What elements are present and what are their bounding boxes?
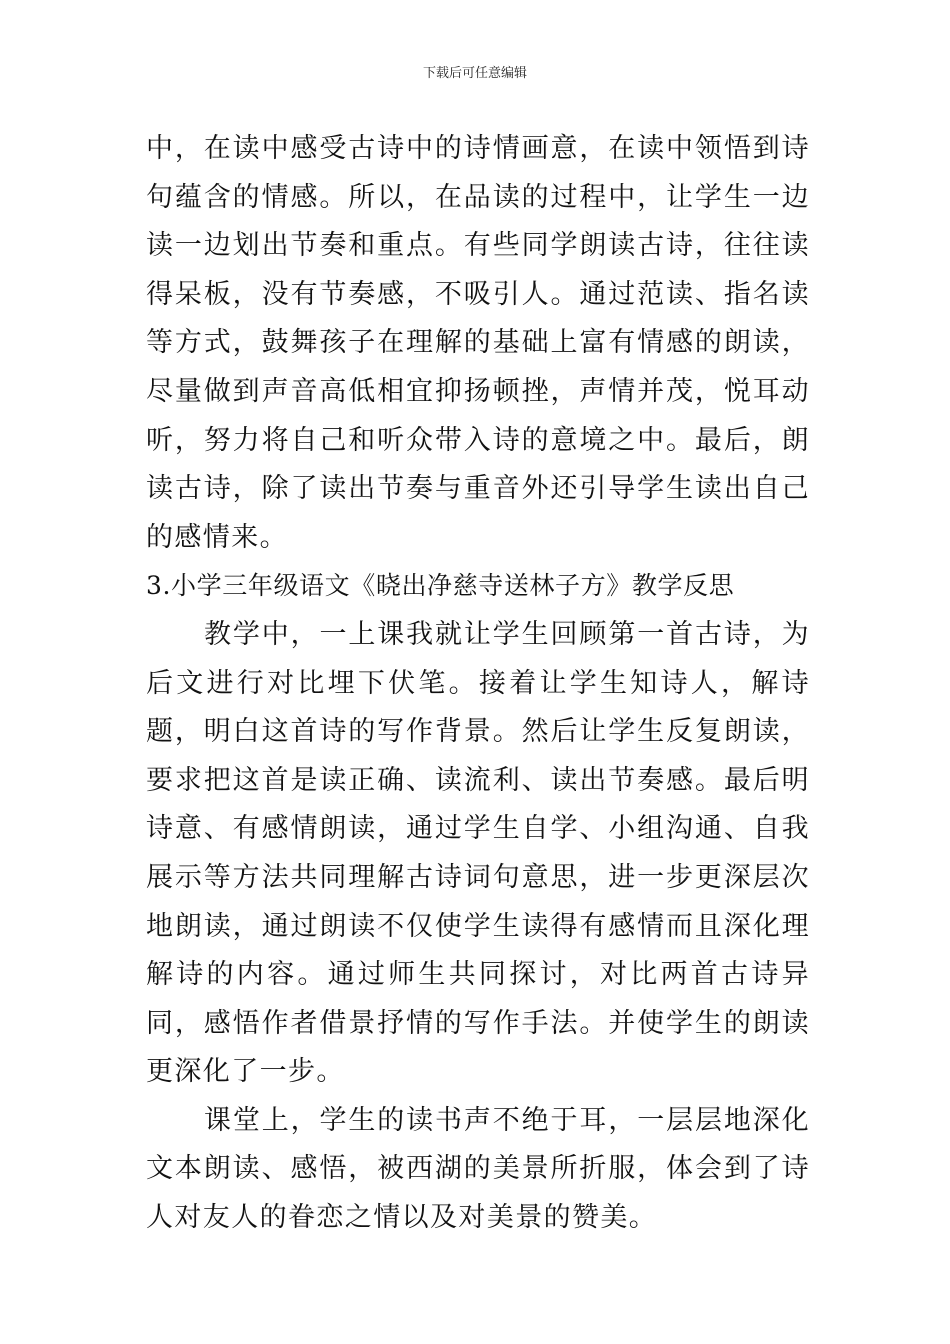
paragraph-teaching: 教学中，一上课我就让学生回顾第一首古诗，为后文进行对比埋下伏笔。接着让学生知诗人，解诗题，明白这首诗的写作背景。然后让学生反复朗读，要求把这首是读正确、读流利、读出节奏感。最后明诗意、有感情朗读，通过学生自学、小组沟通、自我展示等方法共同理解古诗词句意思，进一步更深层次地朗读，通过朗读不仅使学生读得有感情而且深化理解诗的内容。通过师生共同探讨，对比两首古诗异同，感悟作者借景抒情的写作手法。并使学生的朗读更深化了一步。 — [146, 618, 810, 1088]
paragraph-continuation: 中，在读中感受古诗中的诗情画意，在读中领悟到诗句蕴含的情感。所以，在品读的过程中，让学生一边读一边划出节奏和重点。有些同学朗读古诗，往往读得呆板，没有节奏感，不吸引人。通过范读、指名读等方式，鼓舞孩子在理解的基础上富有情感的朗读，尽量做到声音高低相宜抑扬顿挫，声情并茂，悦耳动听，努力将自己和听众带入诗的意境之中。最后，朗读古诗，除了读出节奏与重音外还引导学生读出自己的感情来。 — [146, 133, 810, 553]
paragraph-classroom: 课堂上，学生的读书声不绝于耳，一层层地深化文本朗读、感悟，被西湖的美景所折服，体会到了诗人对友人的眷恋之情以及对美景的赞美。 — [146, 1104, 810, 1234]
section-title: 3.小学三年级语文《晓出净慈寺送林子方》教学反思 — [146, 571, 735, 601]
document-body — [146, 125, 810, 1243]
page-header: 下载后可任意编辑 — [422, 66, 527, 81]
